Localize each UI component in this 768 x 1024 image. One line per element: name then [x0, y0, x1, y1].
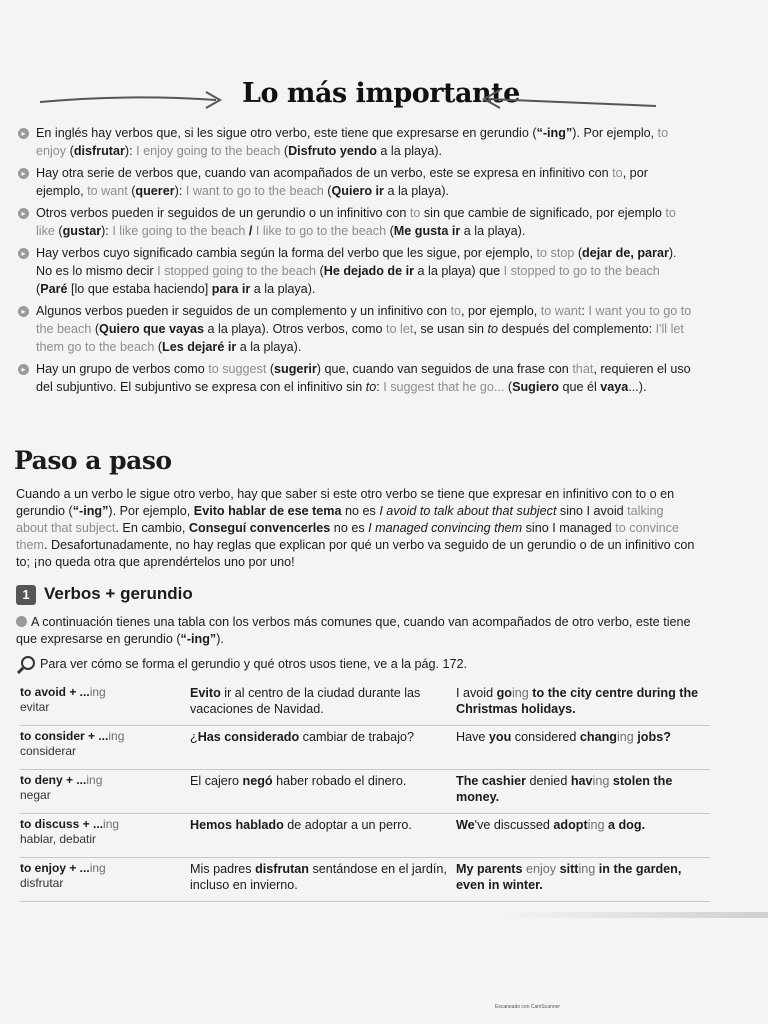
text-run: I want you to go to the beach [36, 304, 692, 336]
text-run: ¿ [190, 730, 198, 744]
text-run: I'll let them go to the beach [36, 322, 684, 354]
english-example [456, 861, 706, 898]
text-run: ( [91, 322, 100, 336]
text-run: ing [592, 774, 610, 788]
text-run: : [581, 304, 589, 318]
text-run: stolen the money. [456, 774, 673, 804]
key-point [18, 360, 694, 396]
verb-label: to consider + ... [20, 729, 109, 743]
text-run: you [488, 730, 512, 744]
text-run: Hay verbos cuyo significado cambia según la forma del verbo que les sigue, por ejemplo, [36, 246, 537, 260]
english-example [456, 685, 706, 722]
scanner-footer: Escaneado con CamScanner [495, 1004, 561, 1010]
text-run: Hay un grupo de verbos como [36, 362, 209, 376]
title-row [38, 76, 658, 116]
spanish-example [190, 685, 456, 722]
text-run: I stopped going to the beach [157, 264, 317, 278]
text-run: I like to go to the beach [255, 224, 387, 238]
text-run: ...). [628, 380, 647, 394]
text-run: Conseguí convencerles [188, 521, 331, 535]
verb-cell [20, 861, 190, 898]
verb-translation: considerar [20, 744, 77, 758]
text-run: haber robado el dinero. [272, 774, 407, 788]
text-run: enjoy [522, 862, 560, 876]
subsection-text [16, 614, 706, 648]
text-run: querer [135, 184, 175, 198]
text-run: Les dejaré ir [162, 340, 237, 354]
intro-paragraph [16, 486, 696, 571]
text-run: Disfruto yendo [288, 144, 377, 158]
text-run: ing [578, 862, 596, 876]
text-run: The cashier [456, 774, 526, 788]
text-run: dejar de, parar [582, 246, 669, 260]
text-run: a la playa). [376, 144, 443, 158]
table-row [20, 682, 710, 726]
text-run: ( [316, 264, 324, 278]
text-run: negó [242, 774, 273, 788]
text-run: sugerir [274, 362, 317, 376]
text-run: a la playa). Otros verbos, como [204, 322, 387, 336]
text-run: He dejado de ir [323, 264, 415, 278]
verb-translation: hablar, debatir [20, 832, 97, 846]
spanish-example [190, 729, 456, 766]
text-run: Quiero ir [331, 184, 384, 198]
text-run: considered [511, 730, 580, 744]
verb-translation: negar [20, 788, 51, 802]
text-run: , por ejemplo, [460, 304, 541, 318]
scan-edge [500, 912, 768, 918]
subsection-number: 1 [16, 585, 36, 605]
text-run: to like [36, 206, 676, 238]
table-row [20, 726, 710, 770]
text-run: ir al centro de la ciudad durante las vacaciones de Navidad. [190, 686, 421, 716]
text-run: sino I managed [522, 521, 616, 535]
text-run: hav [570, 774, 593, 788]
text-run: I stopped to go to the beach [503, 264, 660, 278]
text-run: no es [330, 521, 369, 535]
bullet-icon: ▸ [18, 248, 29, 259]
text-run: . Desafortunadamente, no hay reglas que explican por qué un verbo va seguido de un gerundio o de un infinitivo con to; ¡no queda otra que aprendértelos uno por uno! [16, 538, 695, 569]
text-run: denied [526, 774, 571, 788]
text-run: : [376, 380, 384, 394]
verb-cell [20, 817, 190, 854]
text-run: We [456, 818, 475, 832]
text-run: to want [540, 304, 582, 318]
verb-suffix: ing [89, 861, 106, 875]
text-run: I suggest that he go... [383, 380, 505, 394]
text-run: ( [504, 380, 513, 394]
verb-translation: disfrutar [20, 876, 64, 890]
text-run: ( [54, 224, 63, 238]
subsection-title [16, 584, 193, 605]
text-run: to want [87, 184, 128, 198]
verb-suffix: ing [103, 817, 120, 831]
key-points-list [18, 124, 694, 400]
text-run: to enjoy [36, 126, 669, 158]
text-run: después del complemento: [498, 322, 656, 336]
section-title: Paso a paso [14, 446, 172, 475]
bullet-icon [16, 616, 27, 627]
magnifier-icon [16, 655, 36, 675]
page-title: Lo más importante [242, 78, 520, 109]
text-run: Hemos hablado [190, 818, 284, 832]
text-run: ). No es lo mismo decir [36, 246, 677, 278]
verb-cell [20, 773, 190, 810]
text-run: a la playa) que [414, 264, 504, 278]
text-run: I enjoy going to the beach [136, 144, 281, 158]
text-run: go [496, 686, 512, 700]
key-point [18, 204, 694, 240]
text-run: “-ing” [72, 504, 109, 518]
text-run: A continuación tienes una tabla con los verbos más comunes que, cuando van acompañados de otro verbo, este tiene que expresarse en gerundio ( [16, 615, 691, 646]
arrow-right-icon [38, 84, 228, 114]
text-run: “-ing” [536, 126, 573, 140]
table-row [20, 814, 710, 858]
text-run: to [450, 304, 461, 318]
text-run: ing [512, 686, 529, 700]
text-run: ): [101, 224, 113, 238]
text-run: ing [587, 818, 605, 832]
text-run: to suggest [208, 362, 267, 376]
text-run: [lo que estaba haciendo] [67, 282, 212, 296]
verb-label: to deny + ... [20, 773, 87, 787]
text-run: I avoid [456, 686, 497, 700]
text-run: ). [216, 632, 224, 646]
reference-text: Para ver cómo se forma el gerundio y qué otros usos tiene, ve a la pág. 172. [40, 657, 468, 671]
text-run: jobs? [633, 730, 671, 744]
text-run: ). Por ejemplo, [108, 504, 194, 518]
text-run: para ir [211, 282, 251, 296]
text-run: to [487, 322, 499, 336]
text-run: ( [36, 282, 41, 296]
key-point [18, 244, 694, 298]
spanish-example [190, 861, 456, 898]
reference-note [16, 654, 706, 675]
verb-label: to avoid + ... [20, 685, 90, 699]
verb-cell [20, 729, 190, 766]
text-run: Cuando a un verbo le sigue otro verbo, hay que saber si este otro verbo se tiene que expresar en infinitivo con to o en gerundio ( [16, 487, 675, 518]
text-run: ) que, cuando van seguidos de una frase con [316, 362, 573, 376]
text-run: ( [280, 144, 289, 158]
text-run: Sugiero [512, 380, 559, 394]
text-run: no es [341, 504, 380, 518]
text-run: que él [558, 380, 601, 394]
text-run: disfrutar [73, 144, 125, 158]
text-run: to the city centre during the Christmas holidays. [456, 686, 699, 716]
text-run: sitt [559, 862, 579, 876]
text-run: a la playa). [460, 224, 526, 238]
english-example [456, 729, 706, 766]
text-run: , requieren el uso del subjuntivo. El subjuntivo se expresa con el infinitivo sin [36, 362, 691, 394]
text-run: Hay otra serie de verbos que, cuando van acompañados de un verbo, este se expresa en infinitivo con [36, 166, 613, 180]
text-run: My parents [456, 862, 523, 876]
bullet-icon: ▸ [18, 128, 29, 139]
key-point [18, 302, 694, 356]
text-run: to stop [536, 246, 575, 260]
text-run: a la playa). [383, 184, 450, 198]
text-run: I managed convincing them [368, 521, 523, 535]
verb-cell [20, 685, 190, 722]
text-run: adopt [553, 818, 588, 832]
text-run: that [572, 362, 594, 376]
text-run: to let [386, 322, 414, 336]
spanish-example [190, 817, 456, 854]
text-run: ( [66, 144, 74, 158]
bullet-icon: ▸ [18, 168, 29, 179]
text-run: En inglés hay verbos que, si les sigue otro verbo, este tiene que expresarse en gerundio ( [36, 126, 537, 140]
text-run: Evito hablar de ese tema [193, 504, 342, 518]
text-run: cambiar de trabajo? [299, 730, 414, 744]
text-run: chang [579, 730, 617, 744]
text-run: Have [456, 730, 489, 744]
text-run: to [409, 206, 421, 220]
arrow-left-icon [478, 84, 658, 114]
text-run: Has considerado [197, 730, 300, 744]
english-example [456, 773, 706, 810]
text-run: El cajero [190, 774, 243, 788]
text-run: ). Por ejemplo, [572, 126, 658, 140]
text-run: Evito [190, 686, 221, 700]
text-run: a la playa). [236, 340, 302, 354]
text-run: Algunos verbos pueden ir seguidos de un complemento y un infinitivo con [36, 304, 451, 318]
text-run: / [245, 224, 256, 238]
text-run: to [365, 380, 377, 394]
key-point [18, 164, 694, 200]
text-run: Me gusta ir [393, 224, 461, 238]
text-run: ( [266, 362, 275, 376]
text-run: Mis padres [190, 862, 256, 876]
text-run: ): [174, 184, 186, 198]
text-run: ( [323, 184, 332, 198]
text-run: Paré [40, 282, 68, 296]
verbs-table [20, 682, 710, 902]
text-run: ( [127, 184, 136, 198]
text-run: gustar [62, 224, 102, 238]
text-run: “-ing” [180, 632, 217, 646]
text-run: , por ejemplo, [36, 166, 648, 198]
text-run: a dog. [604, 818, 646, 832]
text-run: to convince them [16, 521, 679, 552]
verb-label: to discuss + ... [20, 817, 104, 831]
text-run: , se usan sin [413, 322, 488, 336]
verb-suffix: ing [108, 729, 125, 743]
subsection-label: Verbos + gerundio [44, 584, 193, 603]
text-run: 've discussed [474, 818, 554, 832]
table-row [20, 858, 710, 902]
text-run: talking about that subject [16, 504, 664, 535]
verb-suffix: ing [86, 773, 103, 787]
table-row [20, 770, 710, 814]
text-run: ing [617, 730, 634, 744]
verb-suffix: ing [89, 685, 106, 699]
bullet-icon: ▸ [18, 208, 29, 219]
text-run: to [612, 166, 623, 180]
english-example [456, 817, 706, 854]
text-run: in the garden, even in winter. [456, 862, 682, 892]
text-run: I want to go to the beach [185, 184, 324, 198]
spanish-example [190, 773, 456, 810]
text-run: . En cambio, [115, 521, 189, 535]
text-run: Quiero que vayas [99, 322, 205, 336]
key-point [18, 124, 694, 160]
text-run: sino I avoid [556, 504, 628, 518]
text-run: ): [124, 144, 137, 158]
text-run: Otros verbos pueden ir seguidos de un gerundio o un infinitivo con [36, 206, 410, 220]
text-run: vaya [600, 380, 629, 394]
bullet-icon: ▸ [18, 306, 29, 317]
text-run: sin que cambie de significado, por ejemplo [420, 206, 666, 220]
verb-translation: evitar [20, 700, 50, 714]
text-run: I avoid to talk about that subject [379, 504, 557, 518]
text-run: ( [154, 340, 163, 354]
text-run: a la playa). [250, 282, 316, 296]
text-run: ( [574, 246, 583, 260]
verb-label: to enjoy + ... [20, 861, 90, 875]
text-run: I like going to the beach [112, 224, 246, 238]
text-run: sentándose en el jardín, incluso en invierno. [190, 862, 447, 892]
text-run: de adoptar a un perro. [283, 818, 412, 832]
text-run: ( [386, 224, 394, 238]
bullet-icon: ▸ [18, 364, 29, 375]
text-run: disfrutan [255, 862, 309, 876]
